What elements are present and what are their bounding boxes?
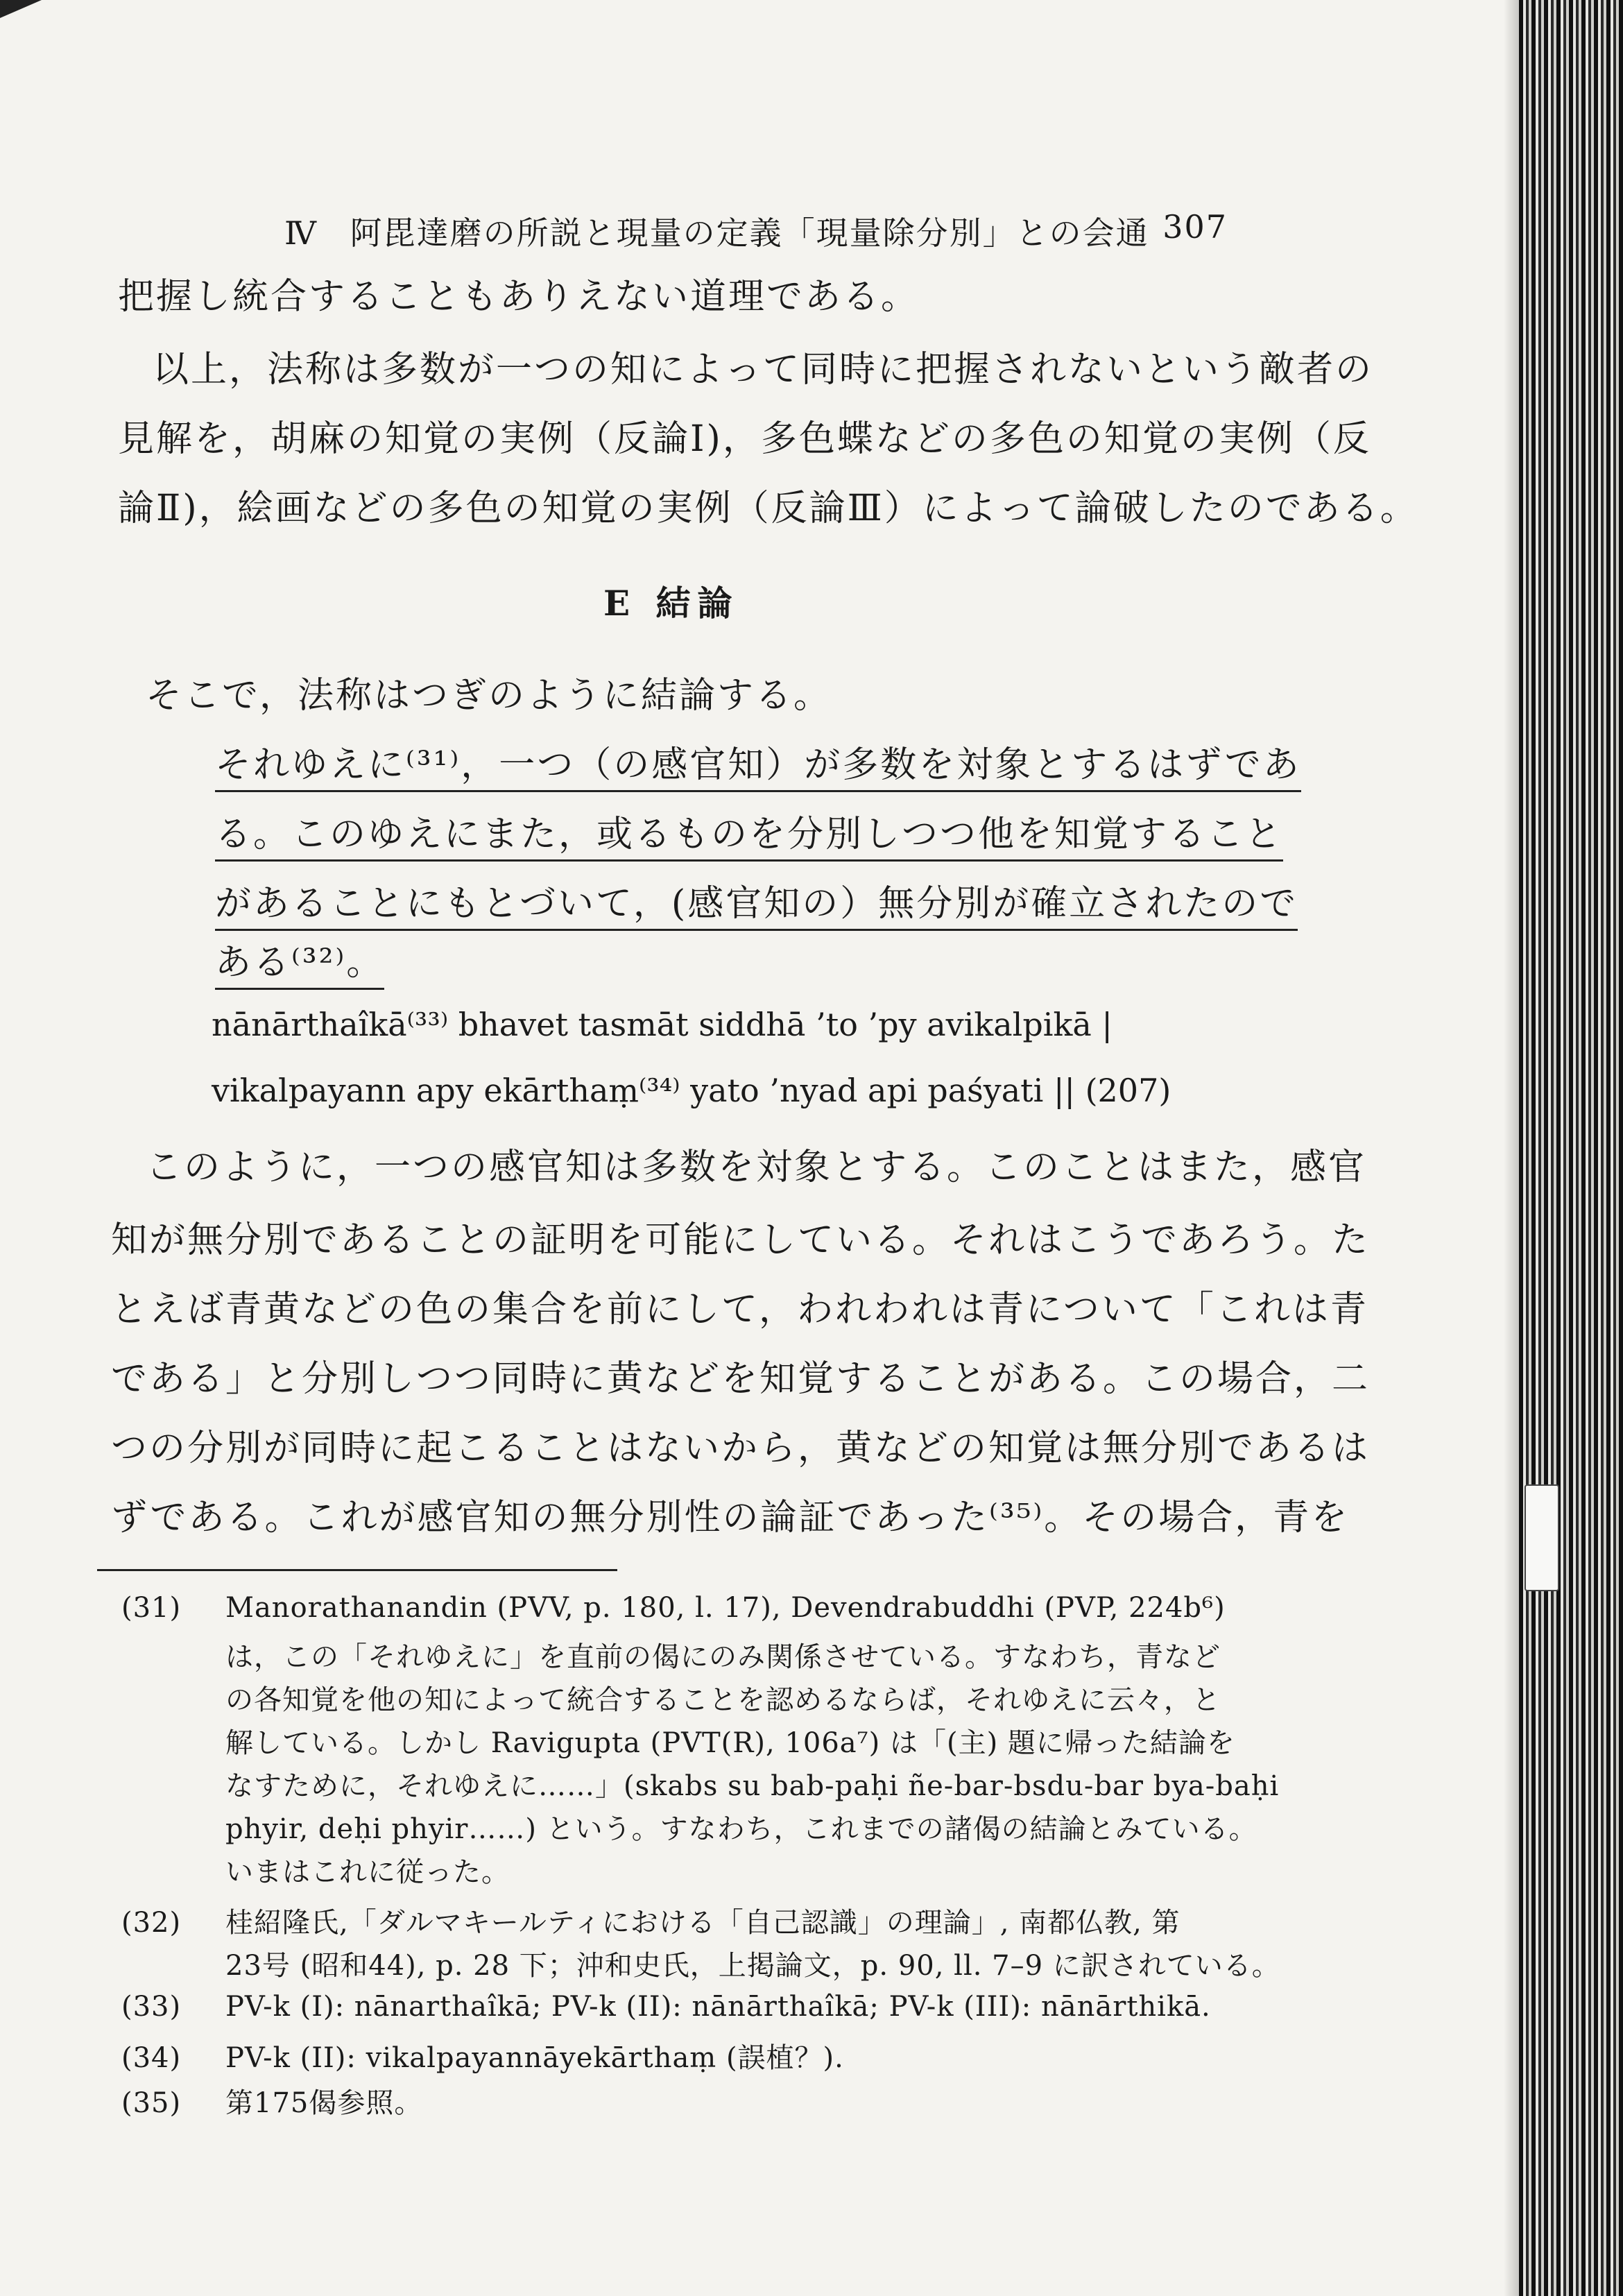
footnote-line: なすために，それゆえに……」(skabs su bab-paḥi ñe-bar-bsdu-bar bya-baḥi	[225, 1770, 1280, 1802]
running-header	[284, 208, 1228, 254]
para2-line: 知が無分別であることの証明を可能にしている。それはこうであろう。た	[111, 1219, 1371, 1261]
footnote-line: は，この「それゆえに」を直前の偈にのみ関係させている。すなわち，青など	[225, 1641, 1221, 1673]
section-heading: E 結論	[603, 583, 739, 624]
footnote-32	[121, 1901, 1180, 1940]
chapter-numeral: Ⅳ	[284, 214, 318, 252]
footnote-35	[121, 2081, 422, 2121]
para2-line: とえば青黄などの色の集合を前にして，われわれは青について「これは青	[111, 1289, 1368, 1330]
para1-line: 見解を，胡麻の知覚の実例（反論Ⅰ)，多色蝶などの多色の知覚の実例（反	[118, 418, 1371, 460]
verse-translation-line: る。このゆえにまた，或るものを分別しつつ他を知覚すること	[215, 805, 1283, 862]
footnote-line: 解している。しかし Ravigupta (PVT(R), 106a⁷) は「(主) 題に帰った結論を	[225, 1727, 1235, 1759]
footnote-line: いまはこれに従った。	[225, 1856, 510, 1888]
intro-line: そこで，法称はつぎのように結論する。	[146, 675, 832, 717]
footnote-33	[121, 1991, 1211, 2023]
verse-translation-line: ある⁽³²⁾。	[215, 933, 384, 990]
footnote-34	[121, 2036, 844, 2075]
scan-binding-edge	[1519, 0, 1623, 2296]
footnote-label: (35)	[121, 2087, 182, 2119]
body-line: 把握し統合することもありえない道理である。	[118, 276, 920, 318]
footnote-label: (34)	[121, 2042, 182, 2074]
chapter-title: 阿毘達磨の所説と現量の定義「現量除分別」との会通	[350, 214, 1149, 252]
page-tab-marker	[1525, 1484, 1559, 1591]
page-number: 307	[1162, 208, 1228, 246]
footnote-line: phyir, deḥi phyir……) という。すなわち，これまでの諸偈の結論とみている。	[225, 1813, 1257, 1845]
sanskrit-verse-line: nānārthaîkā⁽³³⁾ bhavet tasmāt siddhā ’to ’py avikalpikā |	[212, 1006, 1113, 1043]
para2-line: である」と分別しつつ同時に黄などを知覚することがある。この場合，二	[111, 1358, 1371, 1400]
para2-line: つの分別が同時に起こることはないから，黄などの知覚は無分別であるは	[111, 1428, 1371, 1469]
footnote-line: 第175偈参照。	[225, 2087, 423, 2119]
footnote-line: の各知覚を他の知によって統合することを認めるならば，それゆえに云々，と	[225, 1684, 1221, 1716]
footnote-31	[121, 1592, 1226, 1624]
para1-line: 以上，法称は多数が一つの知によって同時に把握されないという敵者の	[153, 349, 1374, 391]
sanskrit-verse-line: vikalpayann apy ekārthaṃ⁽³⁴⁾ yato ’nyad api paśyati || (207)	[212, 1072, 1171, 1109]
para2-line: ずである。これが感官知の無分別性の論証であった⁽³⁵⁾。その場合，青を	[111, 1497, 1350, 1539]
footnote-label: (31)	[121, 1592, 182, 1624]
footnote-line: 23号 (昭和44), p. 28 下；沖和史氏，上掲論文，p. 90, ll. 7–9 に訳されている。	[225, 1950, 1280, 1982]
verse-translation-line: それゆえに⁽³¹⁾，一つ（の感官知）が多数を対象とするはずであ	[215, 735, 1301, 792]
scan-shadow	[1504, 0, 1519, 2296]
para2-line: このように，一つの感官知は多数を対象とする。このことはまた，感官	[146, 1147, 1367, 1188]
footnote-line: PV-k (I): nānarthaîkā; PV-k (II): nānārthaîkā; PV-k (III): nānārthikā.	[225, 1991, 1211, 2023]
footnote-line: Manorathanandin (PVV, p. 180, l. 17), Devendrabuddhi (PVP, 224b⁶)	[225, 1592, 1226, 1624]
footnote-line: PV-k (II): vikalpayannāyekārthaṃ (誤植？).	[225, 2042, 844, 2074]
scan-corner-mark	[0, 0, 42, 18]
verse-translation-line: があることにもとづいて，(感官知の）無分別が確立されたので	[215, 874, 1298, 931]
footnote-rule	[97, 1569, 617, 1571]
footnote-label: (33)	[121, 1991, 182, 2023]
footnote-label: (32)	[121, 1907, 182, 1939]
footnote-line: 桂紹隆氏,「ダルマキールティにおける「自己認識」の理論」, 南都仏教, 第	[225, 1907, 1180, 1939]
para1-line: 論Ⅱ)，絵画などの多色の知覚の実例（反論Ⅲ）によって論破したのである。	[118, 488, 1418, 529]
